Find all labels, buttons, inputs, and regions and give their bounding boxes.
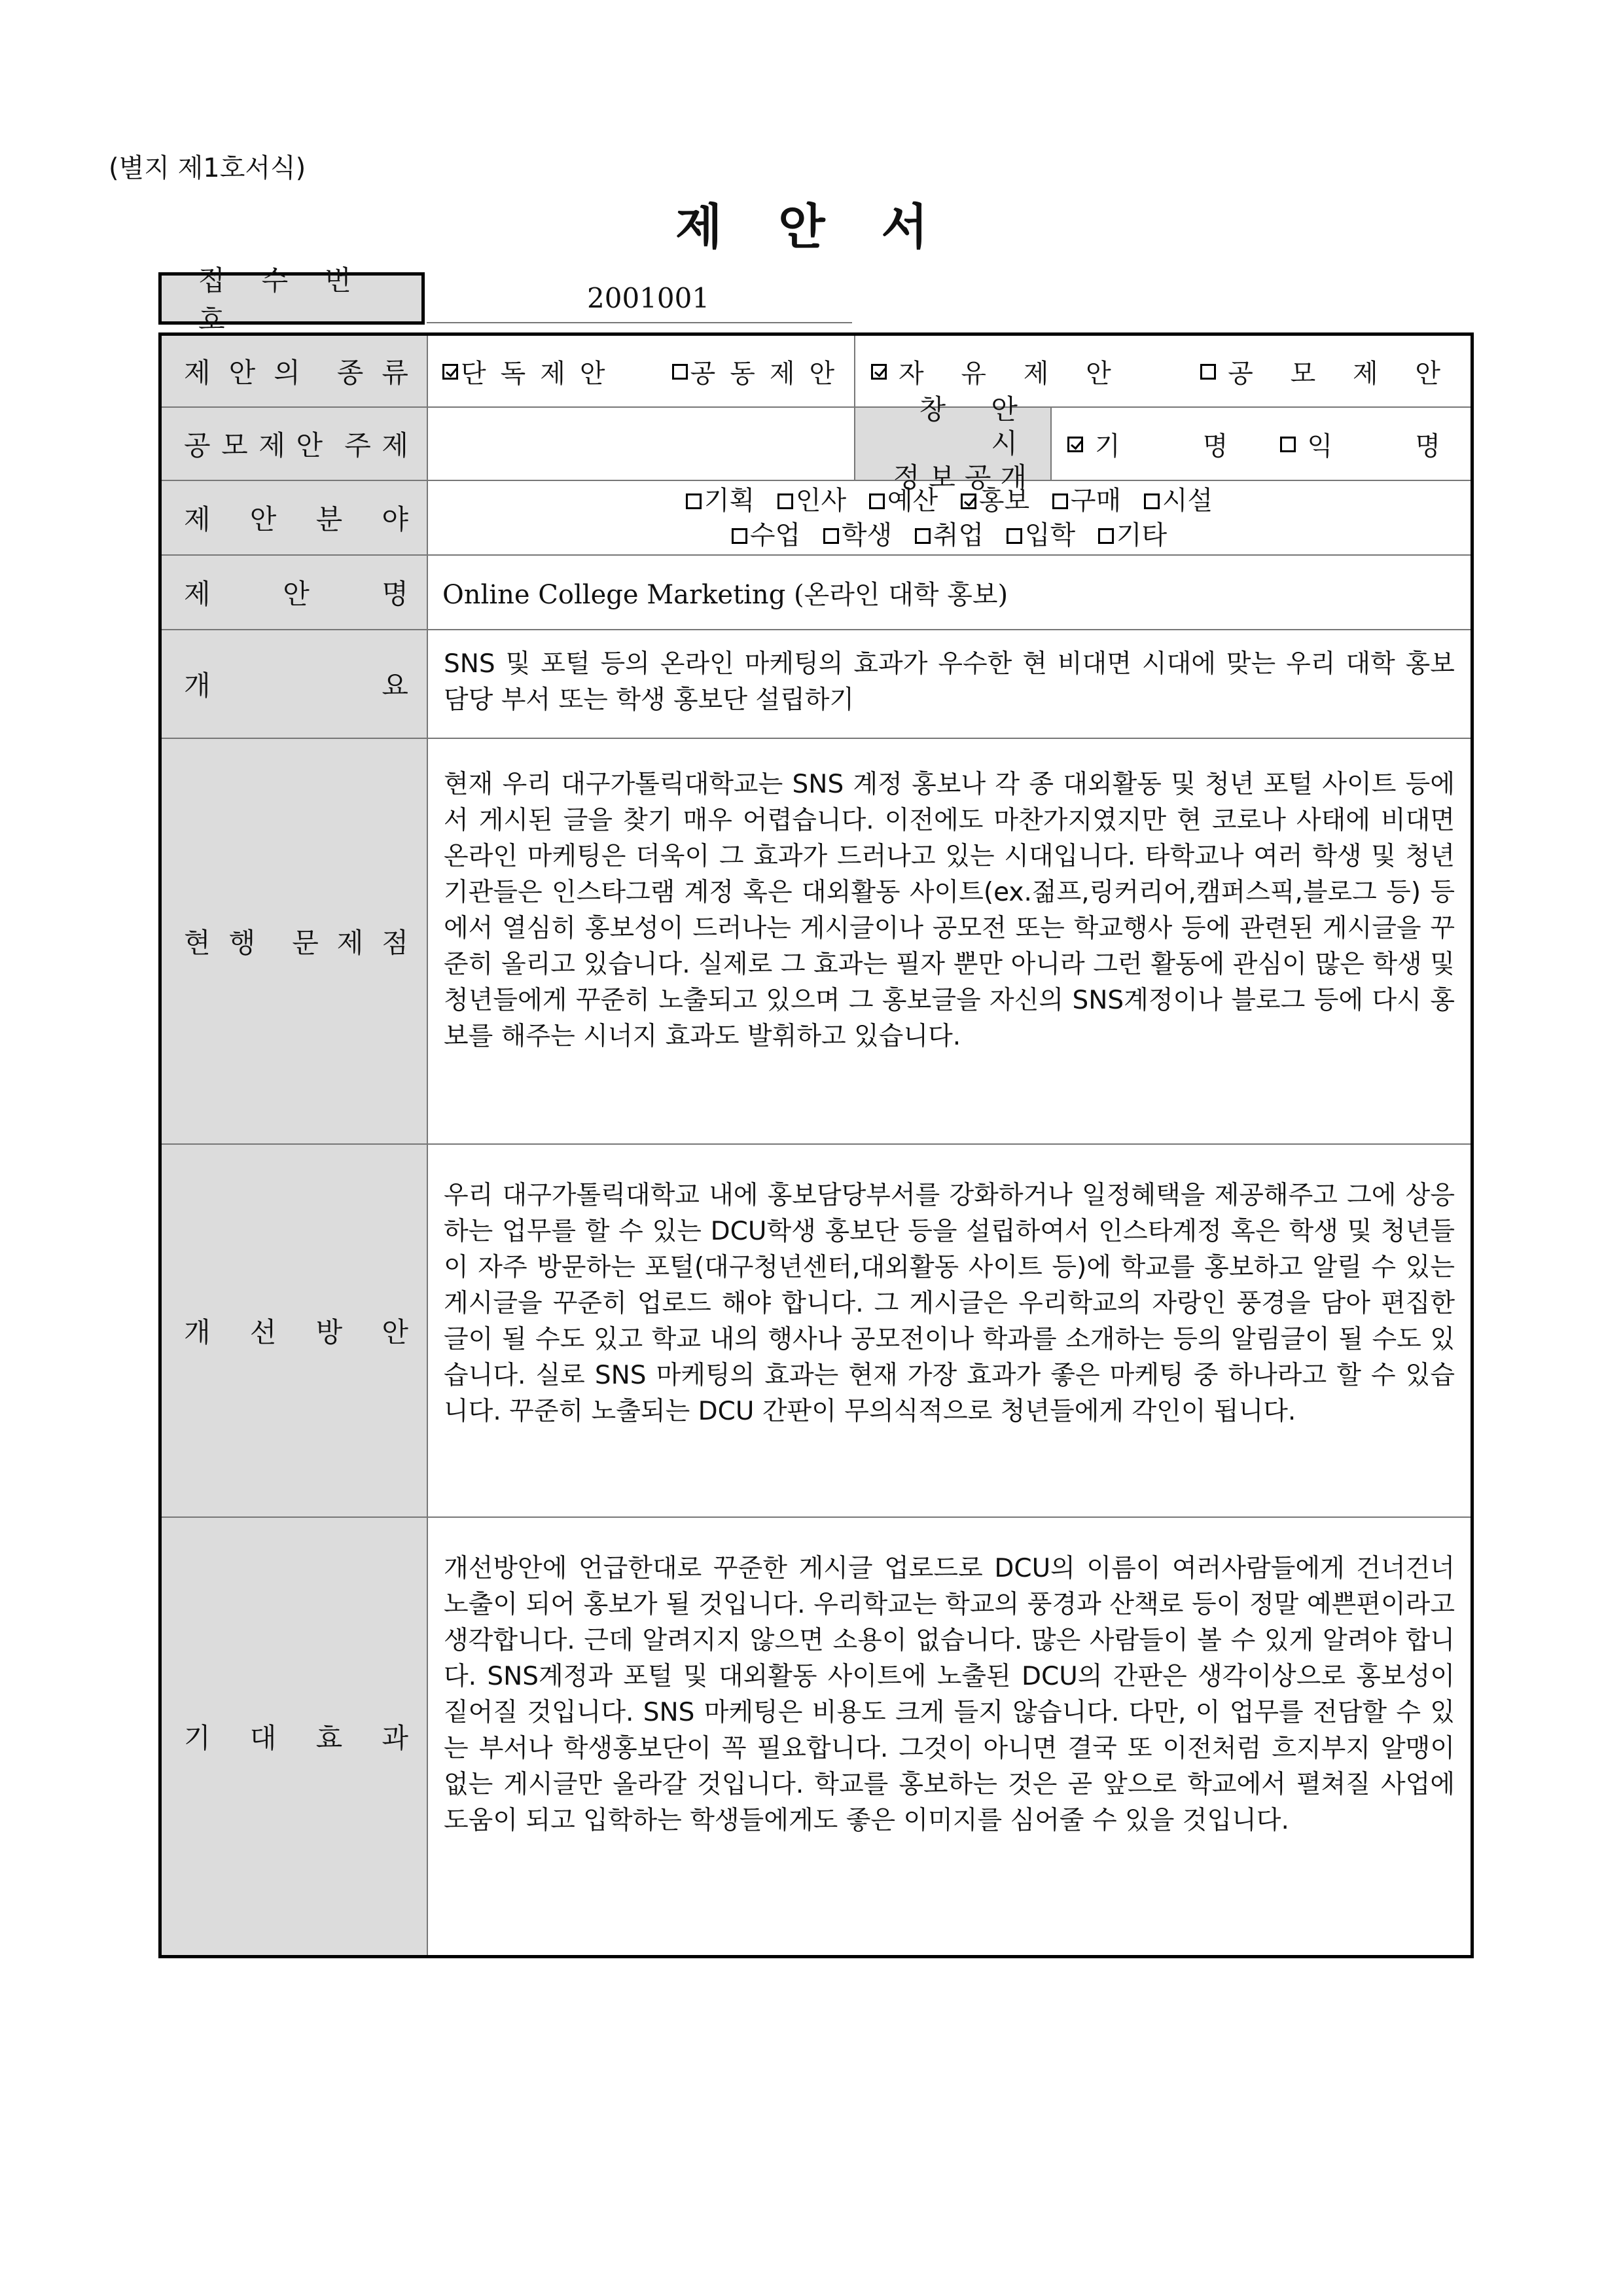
checkbox-empty-icon	[823, 528, 839, 544]
label-char: 모	[221, 429, 248, 461]
field-etc-checkbox[interactable]: 기타	[1098, 518, 1167, 552]
checkbox-checked-icon	[871, 364, 887, 380]
expected-effects-row	[162, 1518, 1471, 1955]
checkbox-empty-icon	[686, 493, 702, 509]
proposal-name-row	[162, 556, 1471, 630]
label-char: 행	[228, 927, 256, 959]
checkbox-empty-icon	[915, 528, 931, 544]
label-char: 개	[184, 1316, 211, 1348]
label-char: 현	[184, 927, 211, 959]
disclosure-options	[1052, 408, 1471, 480]
single-proposal-checkbox[interactable]: 단독제안	[442, 353, 620, 390]
field-student-checkbox[interactable]: 학생	[823, 518, 892, 552]
checkbox-empty-icon	[1098, 528, 1114, 544]
label-char: 안	[382, 1316, 408, 1348]
checkbox-empty-icon	[732, 528, 747, 544]
label-char: 안	[296, 429, 323, 461]
expected-effects-label	[162, 1518, 428, 1955]
label-char: 과	[382, 1722, 408, 1754]
form-number-note: (별지 제1호서식)	[109, 153, 306, 183]
checkbox-empty-icon	[1200, 364, 1216, 380]
field-employment-checkbox[interactable]: 취업	[915, 518, 984, 552]
field-options-line1	[686, 483, 1213, 518]
proposal-field-label	[162, 481, 428, 554]
label-char: 안	[249, 503, 277, 535]
receipt-number-value: 2001001	[427, 274, 852, 323]
proposal-form-table	[158, 332, 1474, 1958]
field-promotion-checkbox[interactable]: 홍보	[961, 484, 1029, 518]
named-checkbox[interactable]: 기 명	[1067, 425, 1242, 463]
current-problems-label	[162, 739, 428, 1143]
label-char: 분	[315, 503, 343, 535]
current-problems-value[interactable]: 현재 우리 대구가톨릭대학교는 SNS 계정 홍보나 각 종 대외활동 및 청년 포털 사이트 등에서 게시된 글을 찾기 매우 어렵습니다. 이전에도 마찬가지였지만 현 코로나 사태에 비대면 온라인 마케팅은 더욱이 그 효과가 드러나고 있는 시대입니다. 타학교나 여러 학생 및 청년기관들은 인스타그램 계정 혹은 대외활동 사이트(ex.젊프,링커리어,캠퍼스픽,블로그 등) 등에서 열심히 홍보성이 드러나는 게시글이나 공모전 또는 학교행사 등에 관련된 게시글을 꾸준히 올리고 있습니다. 실제로 그 효과는 필자 뿐만 아니라 그런 활동에 관심이 많은 학생 및 청년들에게 꾸준히 노출되고 있으며 그 홍보글을 자신의 SNS계정이나 블로그 등에 다시 홍보를 해주는 시너지 효과도 발휘하고 있습니다.	[444, 770, 1455, 1051]
label-char: 제	[382, 429, 408, 461]
proposal-name-label	[162, 556, 428, 629]
label-char: 효	[315, 1722, 343, 1754]
proposal-name-value[interactable]: Online College Marketing (온라인 대학 홍보)	[442, 579, 1008, 610]
receipt-number-label: 접수번호	[158, 272, 425, 325]
summary-value[interactable]: SNS 및 포털 등의 온라인 마케팅의 효과가 우수한 현 비대면 시대에 맞는 우리 대학 홍보 담당 부서 또는 학생 홍보단 설립하기	[444, 649, 1455, 715]
improvement-plan-row	[162, 1145, 1471, 1518]
contest-proposal-checkbox[interactable]: 공 모 제 안	[1200, 353, 1455, 390]
free-proposal-checkbox[interactable]: 자 유 제 안	[871, 353, 1126, 390]
anonymous-checkbox[interactable]: 익 명	[1280, 425, 1455, 463]
label-char: 제	[336, 927, 364, 959]
field-options-line2	[732, 518, 1167, 552]
label-char: 공	[184, 429, 211, 461]
document-title: 제 안 서	[675, 199, 948, 255]
label-char: 방	[315, 1316, 343, 1348]
label-char: 제	[184, 357, 211, 389]
label-char: 의	[274, 357, 300, 389]
label-char: 안	[228, 357, 256, 389]
field-class-checkbox[interactable]: 수업	[732, 518, 800, 552]
label-char: 야	[382, 503, 408, 535]
proposal-type-options-left	[428, 336, 855, 406]
summary-label	[162, 630, 428, 738]
checkbox-checked-icon	[442, 364, 458, 380]
disclosure-label: 창 안 시 정보공개	[855, 408, 1052, 480]
label-char: 요	[382, 670, 408, 702]
summary-row	[162, 630, 1471, 739]
label-char: 개	[184, 670, 211, 702]
improvement-plan-label	[162, 1145, 428, 1516]
checkbox-empty-icon	[777, 493, 793, 509]
proposal-type-row	[162, 336, 1471, 408]
contest-topic-value[interactable]	[428, 408, 855, 480]
label-char: 제	[184, 503, 211, 535]
checkbox-empty-icon	[1007, 528, 1022, 544]
label-char: 선	[249, 1316, 277, 1348]
field-hr-checkbox[interactable]: 인사	[777, 484, 846, 518]
label-char: 종	[336, 357, 364, 389]
expected-effects-value[interactable]: 개선방안에 언급한대로 꾸준한 게시글 업로드로 DCU의 이름이 여러사람들에게 건너건너 노출이 되어 홍보가 될 것입니다. 우리학교는 학교의 풍경과 산책로 등이 정말 예쁜편이라고 생각합니다. 근데 알려지지 않으면 소용이 없습니다. 많은 사람들이 볼 수 있게 알려야 합니다. SNS계정과 포털 및 대외활동 사이트에 노출된 DCU의 간판은 생각이상으로 홍보성이 짙어질 것입니다. SNS 마케팅은 비용도 크게 들지 않습니다. 다만, 이 업무를 전담할 수 있는 부서나 학생홍보단이 꼭 필요합니다. 그것이 아니면 결국 또 이전처럼 흐지부지 알맹이 없는 게시글만 올라갈 것입니다. 학교를 홍보하는 것은 곧 앞으로 학교에서 펼쳐질 사업에 도움이 되고 입학하는 학생들에게도 좋은 이미지를 심어줄 수 있을 것입니다.	[444, 1554, 1455, 1835]
checkbox-empty-icon	[1144, 493, 1160, 509]
label-char: 기	[184, 1722, 211, 1754]
field-purchase-checkbox[interactable]: 구매	[1052, 484, 1121, 518]
label-char: 대	[249, 1722, 277, 1754]
checkbox-empty-icon	[1052, 493, 1068, 509]
checkbox-checked-icon	[1067, 437, 1083, 452]
label-char: 점	[382, 927, 408, 959]
label-char: 류	[382, 357, 408, 389]
label-char: 문	[292, 927, 319, 959]
checkbox-empty-icon	[869, 493, 885, 509]
joint-proposal-checkbox[interactable]: 공동제안	[672, 353, 849, 390]
current-problems-row	[162, 739, 1471, 1145]
improvement-plan-value[interactable]: 우리 대구가톨릭대학교 내에 홍보담당부서를 강화하거나 일정혜택을 제공해주고 그에 상응하는 업무를 할 수 있는 DCU학생 홍보단 등을 설립하여서 인스타계정 혹은 학생 및 청년들이 자주 방문하는 포털(대구청년센터,대외활동 사이트 등)에 학교를 홍보하고 알릴 수 있는 게시글을 꾸준히 업로드 해야 합니다. 그 게시글은 우리학교의 자랑인 풍경을 담아 편집한 글이 될 수도 있고 학교 내의 행사나 공모전이나 학과를 소개하는 등의 알림글이 될 수도 있습니다. 실로 SNS 마케팅의 효과는 현재 가장 효과가 좋은 마케팅 중 하나라고 할 수 있습니다. 꾸준히 노출되는 DCU 간판이 무의식적으로 청년들에게 각인이 됩니다.	[444, 1181, 1455, 1426]
proposal-field-row	[162, 481, 1471, 556]
label-char: 제	[184, 578, 211, 610]
label-char: 명	[382, 578, 408, 610]
checkbox-checked-icon	[961, 493, 976, 509]
label-char: 주	[344, 429, 371, 461]
field-budget-checkbox[interactable]: 예산	[869, 484, 938, 518]
field-facility-checkbox[interactable]: 시설	[1144, 484, 1213, 518]
label-char: 제	[259, 429, 285, 461]
field-planning-checkbox[interactable]: 기획	[686, 484, 755, 518]
label-char: 안	[283, 578, 310, 610]
proposal-type-label	[162, 336, 428, 406]
contest-topic-row	[162, 393, 1471, 493]
checkbox-empty-icon	[672, 364, 688, 380]
field-admission-checkbox[interactable]: 입학	[1007, 518, 1075, 552]
contest-topic-label	[162, 408, 428, 480]
checkbox-empty-icon	[1280, 437, 1296, 452]
